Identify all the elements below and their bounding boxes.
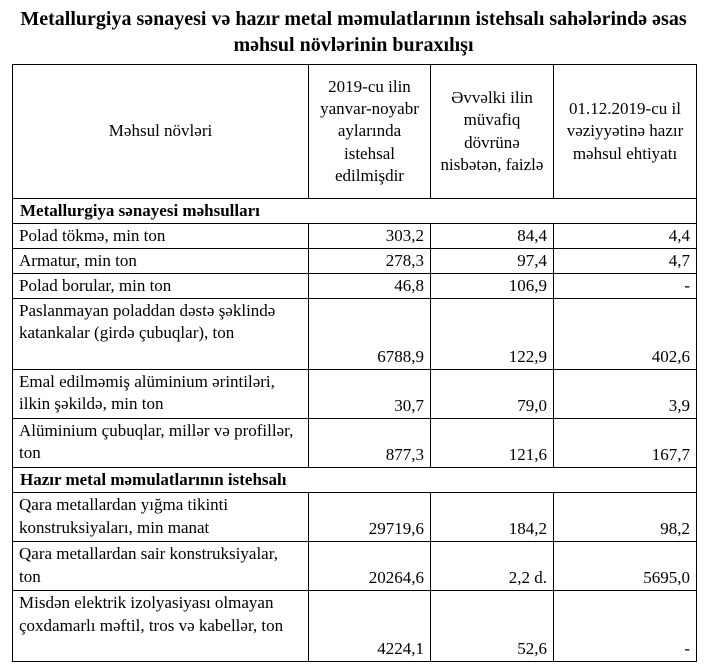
stock-value: 5695,0 — [554, 542, 697, 591]
section-header-row — [13, 199, 697, 224]
percent-value: 121,6 — [431, 419, 554, 468]
percent-value: 97,4 — [431, 249, 554, 274]
stock-value: 98,2 — [554, 493, 697, 542]
stock-value: 402,6 — [554, 299, 697, 370]
header-stock: 01.12.2019-cu il vəziyyətinə hazır məhsul ehtiyatı — [554, 65, 697, 199]
percent-value: 52,6 — [431, 591, 554, 662]
percent-value: 79,0 — [431, 370, 554, 419]
produced-value: 278,3 — [309, 249, 431, 274]
stock-value: 3,9 — [554, 370, 697, 419]
table-row — [13, 419, 697, 468]
table-header-row — [13, 65, 697, 199]
header-percent-previous-year: Əvvəlki ilin müvafiq dövrünə nisbətən, faizlə — [431, 65, 554, 199]
percent-value: 106,9 — [431, 274, 554, 299]
table-row — [13, 299, 697, 370]
product-name: Polad borular, min ton — [13, 274, 309, 299]
product-name: Alüminium çubuqlar, millər və profillər, ton — [13, 419, 309, 468]
produced-value: 30,7 — [309, 370, 431, 419]
stock-value: 167,7 — [554, 419, 697, 468]
table-row — [13, 493, 697, 542]
stock-value: 4,4 — [554, 224, 697, 249]
page-title: Metallurgiya sənayesi və hazır metal məmulatlarının istehsalı sahələrində əsas məhsul növlərinin buraxılışı — [20, 8, 687, 56]
produced-value: 877,3 — [309, 419, 431, 468]
produced-value: 29719,6 — [309, 493, 431, 542]
header-product-types: Məhsul növləri — [13, 65, 309, 199]
header-produced-2019: 2019-cu ilin yanvar-noyabr aylarında istehsal edilmişdir — [309, 65, 431, 199]
section-title: Metallurgiya sənayesi məhsulları — [13, 199, 697, 224]
product-name: Polad tökmə, min ton — [13, 224, 309, 249]
produced-value: 6788,9 — [309, 299, 431, 370]
product-name: Qara metallardan sair konstruksiyalar, ton — [13, 542, 309, 591]
stock-value: - — [554, 591, 697, 662]
produced-value: 46,8 — [309, 274, 431, 299]
table-row — [13, 224, 697, 249]
table-row — [13, 249, 697, 274]
product-name: Qara metallardan yığma tikinti konstruksiyaları, min manat — [13, 493, 309, 542]
produced-value: 20264,6 — [309, 542, 431, 591]
product-name: Emal edilməmiş alüminium ərintiləri, ilkin şəkildə, min ton — [13, 370, 309, 419]
section-title: Hazır metal məmulatlarının istehsalı — [13, 468, 697, 493]
stock-value: - — [554, 274, 697, 299]
product-name: Misdən elektrik izolyasiyası olmayan çoxdamarlı məftil, tros və kabellər, ton — [13, 591, 309, 662]
section-header-row — [13, 468, 697, 493]
produced-value: 303,2 — [309, 224, 431, 249]
table-row — [13, 370, 697, 419]
statistics-table — [12, 64, 697, 662]
table-row — [13, 542, 697, 591]
percent-value: 122,9 — [431, 299, 554, 370]
stock-value: 4,7 — [554, 249, 697, 274]
percent-value: 2,2 d. — [431, 542, 554, 591]
product-name: Paslanmayan poladdan dəstə şəklində katankalar (girdə çubuqlar), ton — [13, 299, 309, 370]
produced-value: 4224,1 — [309, 591, 431, 662]
table-row — [13, 591, 697, 662]
product-name: Armatur, min ton — [13, 249, 309, 274]
table-row — [13, 274, 697, 299]
percent-value: 84,4 — [431, 224, 554, 249]
percent-value: 184,2 — [431, 493, 554, 542]
